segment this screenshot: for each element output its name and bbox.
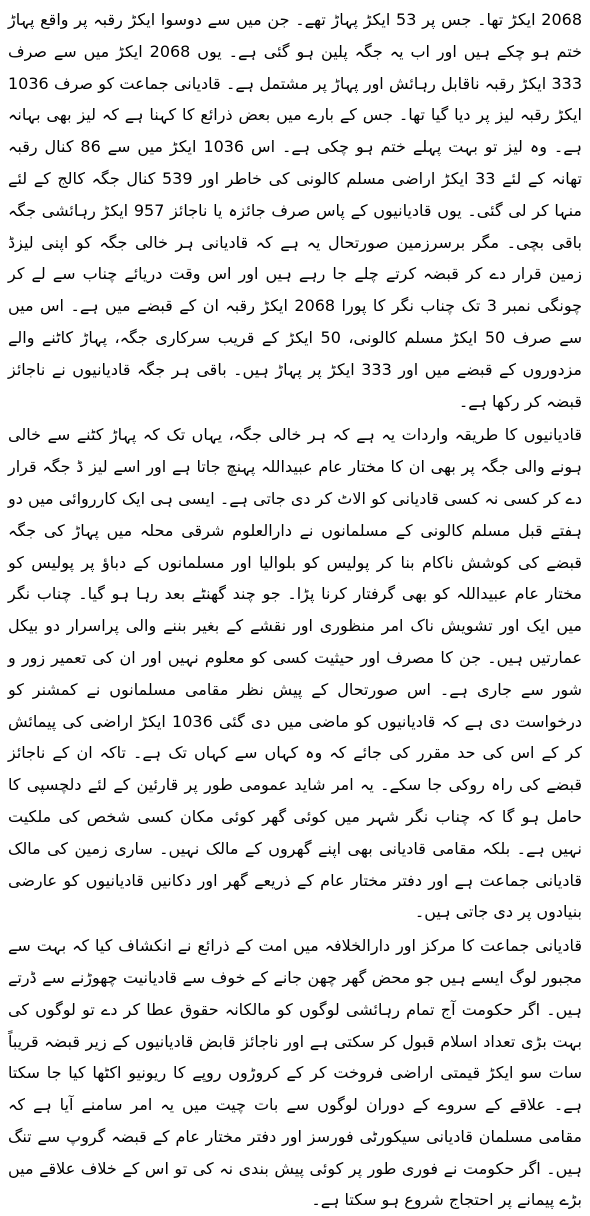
paragraph-community-center: قادیانی جماعت کا مرکز اور دارالخلافہ میں امت کے ذرائع نے انکشاف کیا کہ بہت سے مجبور لوگ ایسے ہیں جو محض گھر چھن جانے کے خوف سے قادیانیت چھوڑنے سے ڈرتے ہیں۔ اگر حکومت آج تمام رہائشی لوگوں کو مالکانہ حقوق عطا کر دے تو لوگوں کی بہت بڑی تعداد اسلام قبول کر سکتی ہے اور ناجائز قابض قادیانیوں کے زیر قبضہ قریباً سات سو ایکڑ قیمتی اراضی فروخت کر کے کروڑوں روپے کا ریونیو اکٹھا کیا جا سکتا ہے۔ علاقے کے سروے کے دوران لوگوں سے بات چیت میں یہ امر سامنے آیا ہے کہ مقامی مسلمان قادیانی سیکورٹی فورسز اور دفتر مختار عام کے قبضہ گروپ سے تنگ ہیں۔ اگر حکومت نے فوری طور پر کوئی پیش بندی نہ کی تو اس کے خلاف علاقے میں بڑے پیمانے پر احتجاج شروع ہو سکتا ہے۔ bbox=[8, 936, 582, 1210]
paragraph-land-area: 2068 ایکڑ تھا۔ جس پر 53 ایکڑ پہاڑ تھے۔ جن میں سے دوسوا ایکڑ رقبہ پر واقع پہاڑ ختم ہو چکے ہیں اور اب یہ جگہ پلین ہو گئی ہے۔ یوں 2068 ایکڑ میں سے صرف 333 ایکڑ رقبہ ناقابل رہائش اور پہاڑ پر مشتمل ہے۔ قادیانی جماعت کو صرف 1036 ایکڑ رقبہ لیز پر دیا گیا تھا۔ جس کے بارے میں بعض ذرائع کا کہنا ہے کہ لیز بھی بہانہ ہے۔ وہ لیز تو بہت پہلے ختم ہو چکی ہے۔ اس 1036 ایکڑ میں سے 86 کنال رقبہ تھانہ کے لئے 33 ایکڑ اراضی مسلم کالونی کی خاطر اور 539 کنال جگہ کالج کے لئے منہا کر لی گئی۔ یوں قادیانیوں کے پاس صرف جائزہ یا ناجائز 957 ایکڑ رہائشی جگہ باقی بچی۔ مگر برسرزمین صورتحال یہ ہے کہ قادیانی ہر خالی جگہ کو اپنی لیزڈ زمین قرار دے کر قبضہ کرتے چلے جا رہے ہیں اور اس وقت دریائے چناب سے لے کر چونگی نمبر 3 تک چناب نگر کا پورا 2068 ایکڑ رقبہ ان کے قبضے میں ہے۔ اس میں سے صرف 50 ایکڑ مسلم کالونی، 50 ایکڑ کے قریب سرکاری جگہ، پہاڑ کاٹنے والے مزدوروں کے قبضے میں اور 333 ایکڑ پر پہاڑ ہیں۔ باقی ہر جگہ قادیانیوں نے ناجائز قبضہ کر رکھا ہے۔ bbox=[8, 10, 583, 411]
paragraph-occupation-method: قادیانیوں کا طریقہ واردات یہ ہے کہ ہر خالی جگہ، یہاں تک کہ پہاڑ کٹنے سے خالی ہونے والی جگہ پر بھی ان کا مختار عام عبیداللہ پہنچ جاتا ہے اور اسے لیز ڈ جگہ قرار دے کر کسی نہ کسی قادیانی کو الاٹ کر دی جاتی ہے۔ ایسی ہی ایک کارروائی میں دو ہفتے قبل مسلم کالونی کے مسلمانوں نے دارالعلوم شرقی محلہ میں پہاڑ کی جگہ قبضے کی کوشش ناکام بنا کر پولیس کو بلوالیا اور مسلمانوں کے دباؤ پر پولیس کو مختار عام عبیداللہ کو بھی گرفتار کرنا پڑا۔ جو چند گھنٹے بعد رہا ہو گیا۔ چناب نگر میں ایک اور تشویش ناک امر منظوری اور نقشے کے بغیر بننے والی پراسرار دو بیکل عمارتیں ہیں۔ جن کا مصرف اور حیثیت کسی کو معلوم نہیں اور ان کی تعمیر زور و شور سے جاری ہے۔ اس صورتحال کے پیش نظر مقامی مسلمانوں نے کمشنر کو درخواست دی ہے کہ قادیانیوں کو ماضی میں دی گئی 1036 ایکڑ اراضی کی پیمائش کر کے اس کی حد مقرر کی جائے کہ وہ کہاں سے کہاں تک ہے۔ تاکہ ان کے ناجائز قبضے کی راہ روکی جا سکے۔ یہ امر شاید عمومی طور پر قارئین کے لئے دلچسپی کا حامل ہو گا کہ چناب نگر شہر میں کوئی گھر کوئی مکان کسی شخص کی ملکیت نہیں ہے۔ بلکہ مقامی قادیانی بھی اپنے گھروں کے مالک نہیں۔ ساری زمین کی مالک قادیانی جماعت ہے اور دفتر مختار عام کے ذریعے گھر اور دکانیں قادیانیوں کو عارضی بنیادوں پر دی جاتی ہیں۔ bbox=[8, 425, 583, 922]
